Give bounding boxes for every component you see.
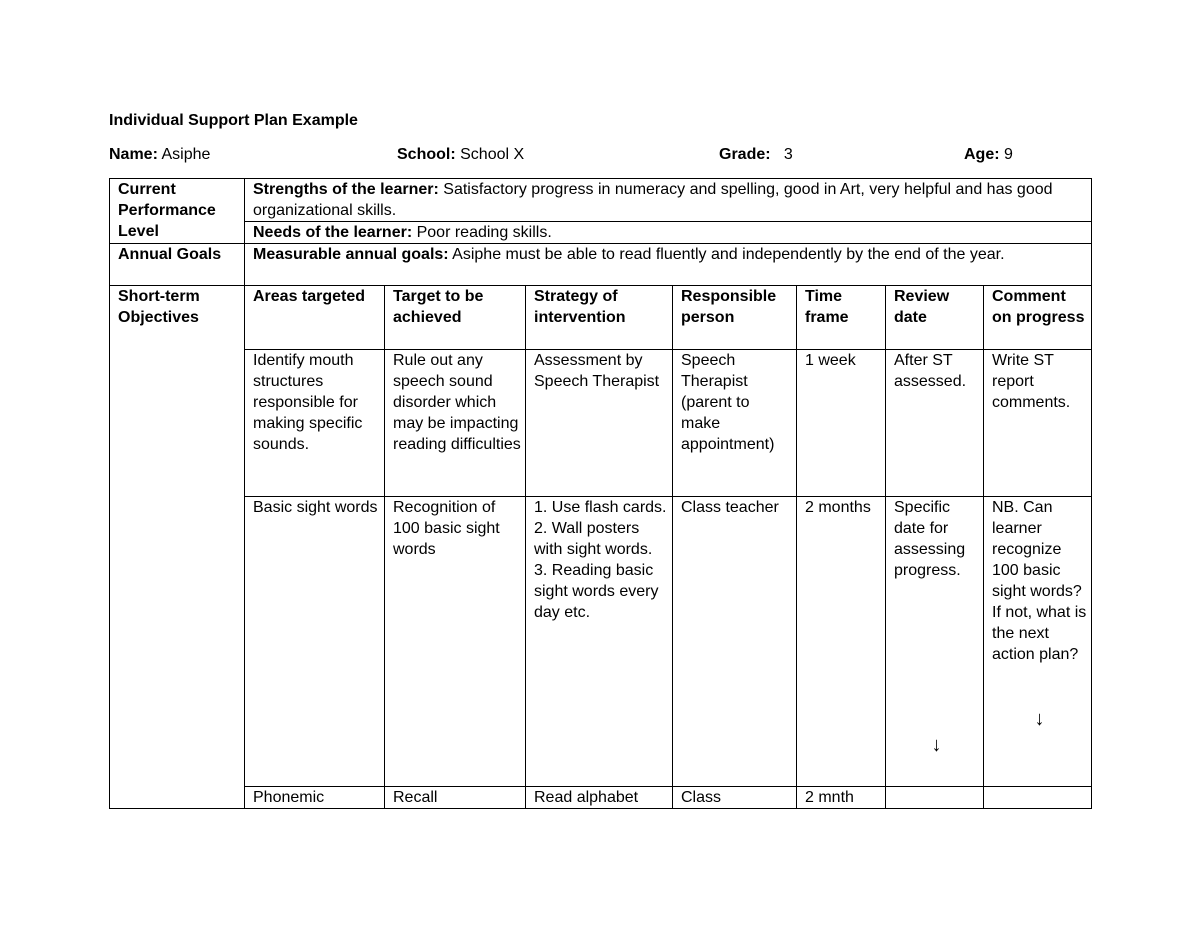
student-grade (719, 145, 793, 165)
name-value: Asiphe (161, 146, 211, 163)
row3-area: Phonemic (245, 787, 385, 809)
student-school (397, 145, 524, 165)
row2-comment-cell (984, 497, 1092, 787)
short-term-objectives-label: Short-term Objectives (110, 286, 245, 809)
row1-person: Speech Therapist (parent to make appointment) (673, 350, 797, 497)
objectives-header-row (110, 286, 1092, 350)
header-comment: Comment on progress (984, 286, 1092, 350)
row2-review-cell (886, 497, 984, 787)
strengths-label: Strengths of the learner: (253, 181, 439, 198)
header-strategy: Strategy of intervention (526, 286, 673, 350)
header-time-frame: Time frame (797, 286, 886, 350)
header-target: Target to be achieved (385, 286, 526, 350)
row3-time: 2 mnth (797, 787, 886, 809)
grade-label: Grade: (719, 146, 771, 163)
table-row (110, 497, 1092, 787)
row2-target: Recognition of 100 basic sight words (385, 497, 526, 787)
row3-review (886, 787, 984, 809)
goals-label: Measurable annual goals: (253, 246, 449, 263)
row3-comment (984, 787, 1092, 809)
needs-text: Poor reading skills. (416, 224, 552, 241)
name-label: Name: (109, 146, 158, 163)
row2-comment: NB. Can learner recognize 100 basic sight words? If not, what is the next action plan? (992, 499, 1087, 663)
row1-strategy: Assessment by Speech Therapist (526, 350, 673, 497)
row2-time: 2 months (797, 497, 886, 787)
annual-goals-cell (245, 244, 1092, 286)
header-areas-targeted: Areas targeted (245, 286, 385, 350)
needs-cell (245, 222, 1092, 244)
strengths-text: Satisfactory progress in numeracy and spelling, good in Art, very helpful and has good organizational skills. (253, 181, 1053, 219)
header-responsible-person: Responsible person (673, 286, 797, 350)
needs-label: Needs of the learner: (253, 224, 413, 241)
school-label: School: (397, 146, 456, 163)
row3-target: Recall (385, 787, 526, 809)
row2-strategy: 1. Use flash cards. 2. Wall posters with sight words. 3. Reading basic sight words every day etc. (526, 497, 673, 787)
row1-target: Rule out any speech sound disorder which may be impacting reading difficulties (385, 350, 526, 497)
current-performance-label: Current Performance Level (110, 179, 245, 244)
support-plan-table (109, 178, 1092, 809)
row2-area: Basic sight words (245, 497, 385, 787)
down-arrow-icon: ↓ (931, 734, 942, 756)
table-row (110, 787, 1092, 809)
row3-strategy: Read alphabet (526, 787, 673, 809)
strengths-cell (245, 179, 1092, 222)
row2-review: Specific date for assessing progress. (894, 499, 966, 579)
row2-person: Class teacher (673, 497, 797, 787)
strengths-row (110, 179, 1092, 222)
age-value: 9 (1004, 146, 1013, 163)
student-age (964, 145, 1013, 165)
needs-row (110, 222, 1092, 244)
annual-goals-label: Annual Goals (110, 244, 245, 286)
row3-person: Class (673, 787, 797, 809)
row1-review: After ST assessed. (886, 350, 984, 497)
age-label: Age: (964, 146, 1000, 163)
goals-text: Asiphe must be able to read fluently and independently by the end of the year. (452, 246, 1005, 263)
row1-comment: Write ST report comments. (984, 350, 1092, 497)
down-arrow-icon: ↓ (1034, 708, 1045, 730)
grade-value: 3 (783, 146, 793, 163)
table-row (110, 350, 1092, 497)
header-review-date: Review date (886, 286, 984, 350)
row1-area: Identify mouth structures responsible for making specific sounds. (245, 350, 385, 497)
row1-time: 1 week (797, 350, 886, 497)
student-name (109, 145, 210, 165)
school-value: School X (460, 146, 525, 163)
document-title: Individual Support Plan Example (109, 112, 358, 129)
annual-goals-row (110, 244, 1092, 286)
